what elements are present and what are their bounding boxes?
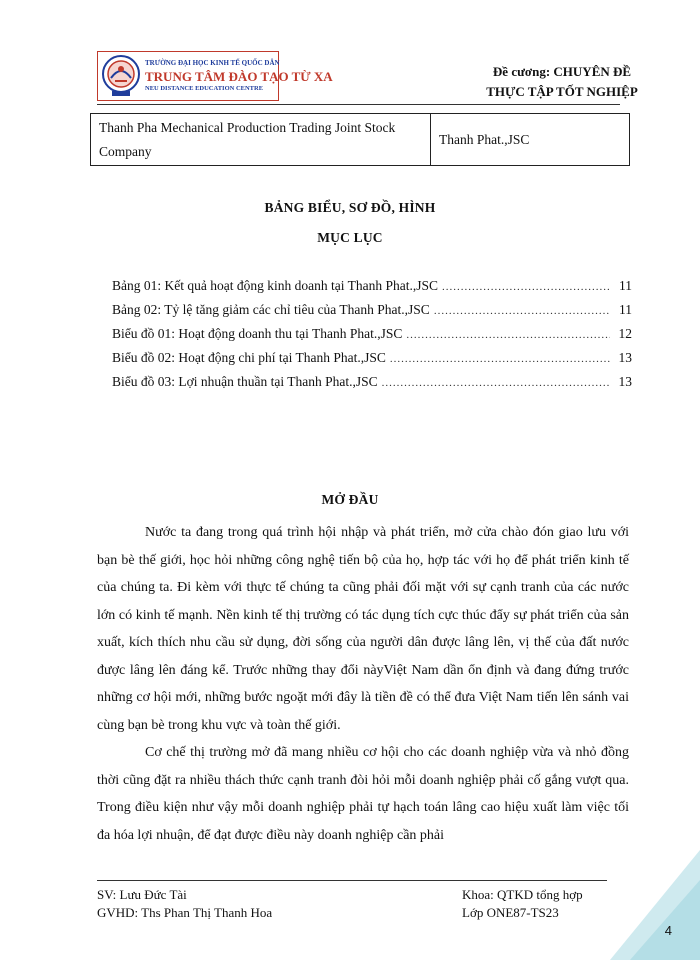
toc-leader-dots xyxy=(434,305,610,317)
logo-university-name: TRƯỜNG ĐẠI HỌC KINH TẾ QUỐC DÂN xyxy=(145,58,280,67)
logo-centre-name: TRUNG TÂM ĐÀO TẠO TỪ XA xyxy=(145,68,333,84)
toc-leader-dots xyxy=(442,281,610,293)
advisor-name: GVHD: Ths Phan Thị Thanh Hoa xyxy=(97,905,273,920)
intro-paragraph-1: Nước ta đang trong quá trình hội nhập và phát triển, mở cửa chào đón giao lưu với bạn bè thế giới, học hỏi những công nghệ tiến bộ của họ, hợp tác với họ để phát triển kinh tế của chúng ta. Đi kèm với thực tế chúng ta cũng phải đối mặt với sự cạnh tranh của các nước lớn có kinh tế mạnh. Nền kinh tế thị trường có tác dụng tích cực thúc đẩy sự phát triển của sản xuất, kích thích nhu cầu sử dụng, đời sống của người dân được lâng lên, vị thế của đất nước được lâng lên đáng kể. Trước những thay đổi nàyViệt Nam dần ổn định và đang đứng trước những cơ hội mới, những bước ngoặt mới đây là tiền đề có thể đưa Việt Nam tiến lên sánh vai cùng bạn bè trong khu vực và toàn thế giới. xyxy=(97,525,629,733)
intro-heading: MỞ ĐẦU xyxy=(321,492,379,507)
footer-divider xyxy=(97,880,607,881)
toc-entry-page: 13 xyxy=(618,350,632,365)
toc-entry[interactable] xyxy=(112,326,632,350)
faculty-name: Khoa: QTKD tổng hợp xyxy=(462,887,583,902)
emblem-icon xyxy=(101,54,141,98)
toc-entry-label: Bảng 02: Tỷ lệ tăng giảm các chỉ tiêu của Thanh Phat.,JSC xyxy=(112,302,430,317)
toc-entry-label: Biểu đồ 02: Hoạt động chi phí tại Thanh Phat.,JSC xyxy=(112,350,386,365)
corner-decoration xyxy=(610,810,700,960)
footer-right-block xyxy=(462,886,583,922)
outline-label: Đề cương: xyxy=(492,64,551,79)
intro-body xyxy=(97,519,629,849)
toc-entry-label: Biểu đồ 03: Lợi nhuận thuần tại Thanh Phat.,JSC xyxy=(112,374,378,389)
toc-entry-page: 11 xyxy=(619,302,632,317)
university-logo xyxy=(97,51,333,101)
company-name-table xyxy=(90,113,630,166)
toc-entry-label: Bảng 01: Kết quả hoạt động kinh doanh tại Thanh Phat.,JSC xyxy=(112,278,438,293)
toc-heading: MỤC LỤC xyxy=(317,230,383,245)
page-number: 4 xyxy=(664,923,672,938)
company-full-name: Thanh Pha Mechanical Production Trading Joint Stock Company xyxy=(91,114,431,165)
toc-leader-dots xyxy=(390,353,610,365)
toc-entry-page: 13 xyxy=(618,374,632,389)
footer-left-block xyxy=(97,886,272,922)
toc-entry[interactable] xyxy=(112,350,632,374)
toc-entry-page: 12 xyxy=(618,326,632,341)
toc-entry-label: Biểu đồ 01: Hoạt động doanh thu tại Thanh Phat.,JSC xyxy=(112,326,403,341)
document-type-header xyxy=(486,62,638,102)
intro-paragraph-2: Cơ chế thị trường mở đã mang nhiều cơ hội cho các doanh nghiệp vừa và nhỏ đồng thời cũng đặt ra nhiều thách thức cạnh tranh đòi hỏi mỗi doanh nghiệp phải cố gắng vượt qua. Trong điều kiện như vậy mỗi doanh nghiệp phải tự hạch toán lâng cao hiệu xuất làm việc tối đa hóa lợi nhuận, để đạt được điều này doanh nghiệp cần phải xyxy=(97,745,629,843)
student-name: SV: Lưu Đức Tài xyxy=(97,887,187,902)
toc-entry[interactable] xyxy=(112,302,632,326)
company-short-name: Thanh Phat.,JSC xyxy=(439,131,530,147)
class-name: Lớp ONE87-TS23 xyxy=(462,905,559,920)
toc-entry-page: 11 xyxy=(619,278,632,293)
table-of-figures xyxy=(112,278,632,398)
toc-leader-dots xyxy=(406,329,610,341)
logo-centre-english: NEU DISTANCE EDUCATION CENTRE xyxy=(145,84,264,92)
toc-entry[interactable] xyxy=(112,278,632,302)
outline-value: CHUYÊN ĐỀ xyxy=(553,64,632,79)
figures-heading: BẢNG BIỂU, SƠ ĐỒ, HÌNH xyxy=(264,200,436,215)
toc-leader-dots xyxy=(382,377,610,389)
toc-entry[interactable] xyxy=(112,374,632,398)
outline-line2: THỰC TẬP TỐT NGHIỆP xyxy=(486,84,638,99)
header-divider xyxy=(97,104,620,105)
